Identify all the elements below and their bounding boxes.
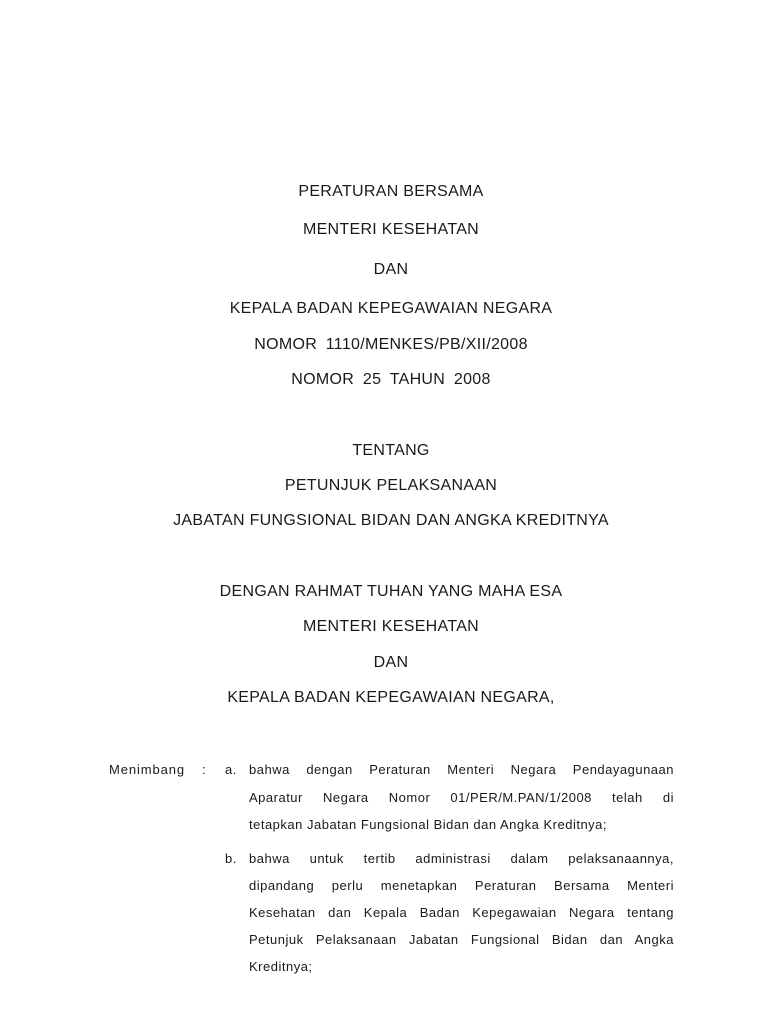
item-b-letter: b.: [225, 851, 237, 866]
heading-line-number-ministry: NOMOR 1110/MENKES/PB/XII/2008: [254, 336, 528, 353]
item-a-line-3: tetapkan Jabatan Fungsional Bidan dan Angka Kreditnya;: [249, 817, 608, 832]
heading-line-minister: MENTERI KESEHATAN: [302, 221, 480, 238]
item-a-line-1: bahwa dengan Peraturan Menteri Negara Pendayagunaan: [249, 762, 674, 777]
item-a-line-2: Aparatur Negara Nomor 01/PER/M.PAN/1/2008 telah di: [249, 790, 674, 805]
heading-line-regulation-type: PERATURAN BERSAMA: [298, 183, 484, 200]
heading-line-agency-head: KEPALA BADAN KEPEGAWAIAN NEGARA: [229, 300, 553, 317]
considering-colon: :: [202, 762, 206, 777]
preamble-line-agency-head: KEPALA BADAN KEPEGAWAIAN NEGARA,: [227, 689, 555, 706]
item-b-line-2: dipandang perlu menetapkan Peraturan Bersama Menteri: [249, 878, 674, 893]
item-a-letter: a.: [225, 762, 237, 777]
heading-line-number-year: NOMOR 25 TAHUN 2008: [291, 371, 491, 388]
considering-label: Menimbang: [109, 762, 186, 777]
item-b-line-1: bahwa untuk tertib administrasi dalam pelaksanaannya,: [249, 851, 674, 866]
subject-line-about: TENTANG: [352, 442, 430, 459]
preamble-line-and: DAN: [373, 654, 409, 671]
preamble-line-grace: DENGAN RAHMAT TUHAN YANG MAHA ESA: [219, 583, 563, 600]
heading-line-and: DAN: [373, 261, 409, 278]
item-b-line-4: Petunjuk Pelaksanaan Jabatan Fungsional Bidan dan Angka: [249, 932, 674, 947]
preamble-line-minister: MENTERI KESEHATAN: [302, 618, 480, 635]
item-b-line-5: Kreditnya;: [249, 959, 313, 974]
subject-line-title: JABATAN FUNGSIONAL BIDAN DAN ANGKA KREDITNYA: [173, 512, 609, 529]
subject-line-guidelines: PETUNJUK PELAKSANAAN: [284, 477, 498, 494]
item-b-line-3: Kesehatan dan Kepala Badan Kepegawaian Negara tentang: [249, 905, 674, 920]
